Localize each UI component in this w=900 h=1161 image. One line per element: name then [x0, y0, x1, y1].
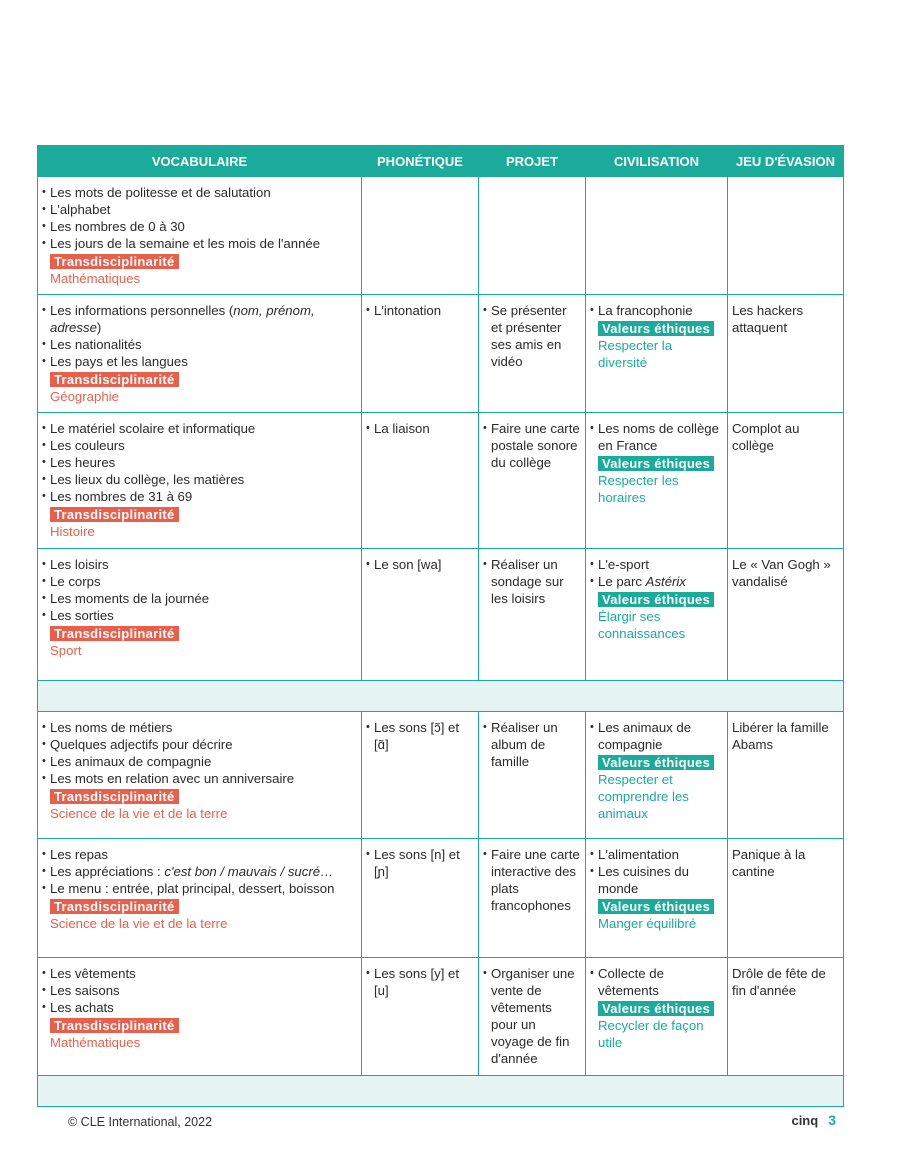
vocab-item: • Les mots en relation avec un anniversaire — [42, 770, 357, 787]
page-number-footer — [791, 1112, 836, 1128]
vocab-item: • Les animaux de compagnie — [42, 753, 357, 770]
project-item: • Organiser une vente de vêtements pour un voyage de fin d'année — [483, 965, 581, 1067]
vocab-item: • Les couleurs — [42, 437, 357, 454]
vocab-item: • Les achats — [42, 999, 357, 1016]
vocab-item: • Les vêtements — [42, 965, 357, 982]
phonetic-cell — [362, 712, 479, 839]
project-item: • Réaliser un album de famille — [483, 719, 581, 770]
vocab-item: • Les pays et les langues — [42, 353, 357, 370]
vocab-cell — [38, 958, 362, 1076]
vocab-item: • Les heures — [42, 454, 357, 471]
civilisation-item: • Les noms de collège en France — [590, 420, 723, 454]
vocab-item: • Les lieux du collège, les matières — [42, 471, 357, 488]
civilisation-cell — [586, 413, 728, 549]
ethical-value: Respecter les horaires — [598, 473, 679, 505]
table-row — [38, 295, 844, 413]
table-row — [38, 177, 844, 295]
escape-game-cell — [728, 413, 844, 549]
vocab-item: • L'alphabet — [42, 201, 357, 218]
header-jeu-evasion: JEU D'ÉVASION — [728, 146, 844, 177]
header-row — [38, 146, 844, 177]
project-cell — [479, 712, 586, 839]
vocab-item: • Quelques adjectifs pour décrire — [42, 736, 357, 753]
transdisciplinarity-badge: Transdisciplinarité — [50, 626, 179, 641]
ethical-values-badge: Valeurs éthiques — [598, 755, 714, 770]
vocab-item: • Le menu : entrée, plat principal, dessert, boisson — [42, 880, 357, 897]
empty-band-row — [38, 681, 844, 712]
vocab-item: • Le corps — [42, 573, 357, 590]
transdisciplinarity-subject: Sport — [50, 643, 82, 658]
escape-game-cell — [728, 295, 844, 413]
vocab-cell — [38, 839, 362, 958]
header-projet: PROJET — [479, 146, 586, 177]
civilisation-cell — [586, 177, 728, 295]
vocab-item: • Les jours de la semaine et les mois de l'année — [42, 235, 357, 252]
vocab-item: • Les informations personnelles (nom, prénom, adresse) — [42, 302, 357, 336]
vocab-item: • Les appréciations : c'est bon / mauvais / sucré… — [42, 863, 357, 880]
vocab-cell — [38, 413, 362, 549]
phonetic-cell — [362, 958, 479, 1076]
vocab-item: • Les loisirs — [42, 556, 357, 573]
project-cell — [479, 177, 586, 295]
transdisciplinarity-badge: Transdisciplinarité — [50, 899, 179, 914]
header-vocabulaire: VOCABULAIRE — [38, 146, 362, 177]
civilisation-item: • Le parc Astérix — [590, 573, 723, 590]
transdisciplinarity-badge: Transdisciplinarité — [50, 372, 179, 387]
project-cell — [479, 958, 586, 1076]
ethical-values-badge: Valeurs éthiques — [598, 1001, 714, 1016]
ethical-values-badge: Valeurs éthiques — [598, 321, 714, 336]
project-cell — [479, 839, 586, 958]
vocab-item: • Les sorties — [42, 607, 357, 624]
transdisciplinarity-subject: Mathématiques — [50, 1035, 141, 1050]
escape-game-title: Libérer la famille Abams — [732, 720, 829, 752]
escape-game-cell — [728, 712, 844, 839]
transdisciplinarity-badge: Transdisciplinarité — [50, 507, 179, 522]
civilisation-item: • Les cuisines du monde — [590, 863, 723, 897]
project-item: • Faire une carte postale sonore du collège — [483, 420, 581, 471]
transdisciplinarity-subject: Science de la vie et de la terre — [50, 916, 228, 931]
copyright-footer: © CLE International, 2022 — [68, 1115, 213, 1129]
civilisation-cell — [586, 839, 728, 958]
escape-game-cell — [728, 839, 844, 958]
escape-game-title: Complot au collège — [732, 421, 800, 453]
phonetic-item: • L'intonation — [366, 302, 474, 319]
civilisation-item: • L'alimentation — [590, 846, 723, 863]
ethical-values-badge: Valeurs éthiques — [598, 592, 714, 607]
ethical-value: Manger équilibré — [598, 916, 697, 931]
table-row — [38, 413, 844, 549]
table-row — [38, 712, 844, 839]
civilisation-item: • Collecte de vêtements — [590, 965, 723, 999]
empty-band — [38, 1076, 844, 1107]
escape-game-cell — [728, 958, 844, 1076]
vocab-item: • Les mots de politesse et de salutation — [42, 184, 357, 201]
ethical-value: Respecter la diversité — [598, 338, 673, 370]
civilisation-cell — [586, 295, 728, 413]
phonetic-item: • La liaison — [366, 420, 474, 437]
phonetic-cell — [362, 839, 479, 958]
transdisciplinarity-badge: Transdisciplinarité — [50, 789, 179, 804]
ethical-value: Recycler de façon utile — [598, 1018, 704, 1050]
empty-band — [38, 681, 844, 712]
phonetic-cell — [362, 413, 479, 549]
phonetic-item: • Le son [wa] — [366, 556, 474, 573]
transdisciplinarity-badge: Transdisciplinarité — [50, 1018, 179, 1033]
vocab-item: • Les repas — [42, 846, 357, 863]
header-civilisation: CIVILISATION — [586, 146, 728, 177]
escape-game-title: Le « Van Gogh » vandalisé — [732, 557, 831, 589]
transdisciplinarity-subject: Géographie — [50, 389, 119, 404]
vocab-item: • Les nombres de 0 à 30 — [42, 218, 357, 235]
ethical-values-badge: Valeurs éthiques — [598, 456, 714, 471]
table-row — [38, 958, 844, 1076]
phonetic-item: • Les sons [ɔ̃] et [ɑ̃] — [366, 719, 474, 753]
vocab-cell — [38, 295, 362, 413]
vocab-item: • Les nationalités — [42, 336, 357, 353]
escape-game-title: Les hackers attaquent — [732, 303, 804, 335]
page-word: cinq — [791, 1113, 819, 1128]
civilisation-item: • L'e-sport — [590, 556, 723, 573]
phonetic-cell — [362, 177, 479, 295]
civilisation-cell — [586, 712, 728, 839]
civilisation-item: • La francophonie — [590, 302, 723, 319]
program-table — [37, 145, 844, 1107]
phonetic-cell — [362, 549, 479, 681]
table-row — [38, 839, 844, 958]
transdisciplinarity-subject: Science de la vie et de la terre — [50, 806, 228, 821]
civilisation-cell — [586, 958, 728, 1076]
ethical-value: Respecter et comprendre les animaux — [598, 772, 689, 821]
phonetic-item: • Les sons [n] et [ɲ] — [366, 846, 474, 880]
vocab-item: • Les noms de métiers — [42, 719, 357, 736]
escape-game-cell — [728, 549, 844, 681]
project-item: • Se présenter et présenter ses amis en vidéo — [483, 302, 581, 370]
project-item: • Réaliser un sondage sur les loisirs — [483, 556, 581, 607]
program-table-container — [37, 145, 843, 1107]
civilisation-item: • Les animaux de compagnie — [590, 719, 723, 753]
civilisation-cell — [586, 549, 728, 681]
project-cell — [479, 295, 586, 413]
phonetic-cell — [362, 295, 479, 413]
vocab-item: • Le matériel scolaire et informatique — [42, 420, 357, 437]
vocab-cell — [38, 177, 362, 295]
vocab-item: • Les nombres de 31 à 69 — [42, 488, 357, 505]
phonetic-item: • Les sons [y] et [u] — [366, 965, 474, 999]
project-item: • Faire une carte interactive des plats francophones — [483, 846, 581, 914]
transdisciplinarity-subject: Histoire — [50, 524, 95, 539]
vocab-cell — [38, 712, 362, 839]
vocab-item: • Les saisons — [42, 982, 357, 999]
escape-game-cell — [728, 177, 844, 295]
table-row — [38, 549, 844, 681]
vocab-item: • Les moments de la journée — [42, 590, 357, 607]
page-number: 3 — [828, 1112, 836, 1128]
project-cell — [479, 549, 586, 681]
header-phonetique: PHONÉTIQUE — [362, 146, 479, 177]
ethical-value: Élargir ses connaissances — [598, 609, 686, 641]
project-cell — [479, 413, 586, 549]
escape-game-title: Panique à la cantine — [732, 847, 806, 879]
escape-game-title: Drôle de fête de fin d'année — [732, 966, 826, 998]
vocab-cell — [38, 549, 362, 681]
ethical-values-badge: Valeurs éthiques — [598, 899, 714, 914]
transdisciplinarity-subject: Mathématiques — [50, 271, 141, 286]
transdisciplinarity-badge: Transdisciplinarité — [50, 254, 179, 269]
empty-band-row — [38, 1076, 844, 1107]
